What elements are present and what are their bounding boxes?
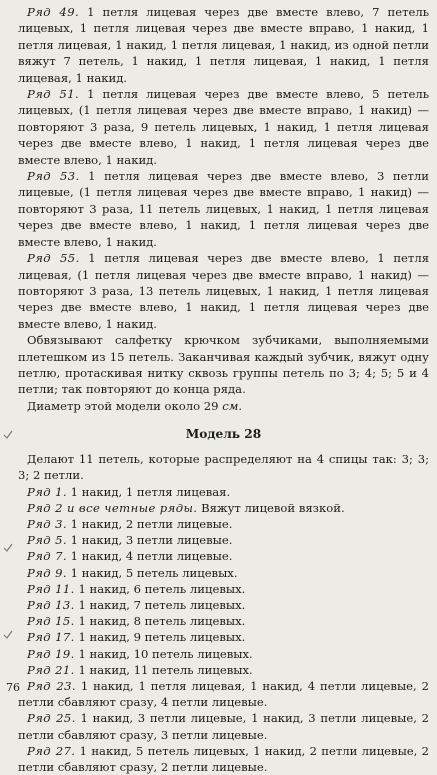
- row-text: 1 накид, 7 петель лицевых.: [78, 597, 246, 612]
- list-item: [18, 662, 429, 678]
- diameter-line: [18, 398, 429, 414]
- row-text: 1 накид, 9 петель лицевых.: [78, 630, 246, 645]
- row-label: Ряд 13.: [27, 597, 75, 612]
- row-label: Ряд 15.: [27, 614, 75, 629]
- row-label: Ряд 19.: [27, 646, 75, 661]
- row-text: 1 накид, 5 петель лицевых, 1 накид, 2 петли лицевые, 2 петли сбавляют сразу, 2 петли лицевые.: [18, 743, 430, 775]
- model-rows-list: [18, 484, 429, 775]
- list-item: [18, 646, 429, 662]
- list-item: [18, 532, 429, 548]
- row-49-paragraph: [18, 4, 429, 86]
- model-heading: Модель 28: [185, 427, 262, 442]
- list-item: [18, 484, 429, 500]
- row-label: Ряд 3.: [27, 516, 67, 531]
- list-item: [18, 710, 429, 742]
- row-55-paragraph: [18, 250, 429, 332]
- row-text: 1 накид, 3 петли лицевые.: [70, 533, 233, 548]
- top-section: [18, 4, 429, 414]
- pencil-tick-icon: [3, 430, 13, 440]
- list-item: [18, 565, 429, 581]
- list-item: [18, 500, 429, 516]
- row-label: Ряд 11.: [27, 581, 75, 596]
- row-label: Ряд 51.: [27, 87, 80, 102]
- diameter-unit: см.: [222, 398, 243, 413]
- list-item: [18, 597, 429, 613]
- row-label: Ряд 17.: [27, 630, 75, 645]
- row-text: 1 петля лицевая через две вместе влево, 5 петель лицевых, (1 петля лицевая через две вместе вправо, 1 накид) — повторяют 3 раза, 9 петель лицевых, 1 накид, 1 петля лицевая через две вместе влево, 1 накид, 1 петля лицевая через две вместе влево, 1 накид.: [18, 87, 430, 167]
- model-intro: Делают 11 петель, которые распределяют на 4 спицы так: 3; 3; 3; 2 петли.: [18, 452, 429, 483]
- row-label: Ряд 27.: [27, 743, 76, 758]
- row-text: 1 накид, 4 петли лицевые.: [70, 549, 233, 564]
- row-label: Ряд 23.: [27, 679, 76, 693]
- row-text: 1 петля лицевая через две вместе влево, 1 петля лицевая, (1 петля лицевая через две вместе вправо, 1 накид) — повторяют 3 раза, 13 петель лицевых, 1 накид, 1 петля лицевая через две вместе влево, 1 накид, 1 петля лицевая через две вместе влево, 1 накид.: [18, 251, 430, 331]
- list-item: [18, 581, 429, 597]
- row-text: 1 накид, 1 петля лицевая, 1 накид, 4 петли лицевые, 2 петли сбавляют сразу, 4 петли лицевые.: [18, 679, 429, 710]
- pencil-tick-icon: [3, 630, 13, 640]
- list-item: [18, 678, 429, 710]
- row-label: Ряд 49.: [27, 5, 80, 19]
- row-label: Ряд 55.: [27, 251, 80, 266]
- page-number: 76: [6, 681, 20, 694]
- pencil-tick-icon: [3, 543, 13, 553]
- diameter-text: Диаметр этой модели около 29: [27, 398, 219, 413]
- row-label: Ряд 53.: [27, 169, 80, 184]
- row-label: Ряд 1.: [27, 484, 67, 499]
- row-label: Ряд 9.: [27, 565, 67, 580]
- row-text: 1 петля лицевая через две вместе влево, 7 петель лицевых, 1 петля лицевая через две вместе вправо, 1 накид, 1 петля лицевая, 1 накид, 1 петля лицевая, 1 накид, из одной петли вяжут 7 петель, 1 накид, 1 петля лицевая, 1 накид, 1 петля лицевая, 1 накид.: [18, 5, 430, 85]
- row-label: Ряд 7.: [27, 549, 67, 564]
- list-item: [18, 548, 429, 564]
- row-text: 1 накид, 5 петель лицевых.: [70, 565, 238, 580]
- row-label: Ряд 21.: [27, 662, 75, 677]
- list-item: [18, 743, 429, 775]
- row-text: 1 накид, 3 петли лицевые, 1 накид, 3 петли лицевые, 2 петли сбавляют сразу, 3 петли лицевые.: [18, 711, 430, 742]
- row-label: Ряд 5.: [27, 533, 67, 548]
- row-text: 1 петля лицевая через две вместе влево, 3 петли лицевые, (1 петля лицевая через две вместе вправо, 1 накид) — повторяют 3 раза, 11 петель лицевых, 1 накид, 1 петля лицевая через две вместе влево, 1 накид, 1 петля лицевая через две вместе влево, 1 накид.: [18, 169, 429, 249]
- row-51-paragraph: [18, 86, 429, 168]
- row-text: 1 накид, 8 петель лицевых.: [78, 614, 246, 629]
- finishing-paragraph: Обвязывают салфетку крючком зубчиками, выполняемыми плетешком из 15 петель. Заканчивая каждый зубчик, вяжут одну петлю, протаскивая нитку сквозь группы петель по 3; 4; 5; 5 и 4 петли; так повторяют до конца ряда.: [18, 333, 429, 397]
- list-item: [18, 516, 429, 532]
- row-text: 1 накид, 6 петель лицевых.: [78, 581, 246, 596]
- list-item: [18, 613, 429, 629]
- row-text: 1 накид, 2 петли лицевые.: [70, 516, 233, 531]
- row-text: Вяжут лицевой вязкой.: [201, 500, 345, 515]
- list-item: [18, 629, 429, 645]
- row-text: 1 накид, 10 петель лицевых.: [78, 646, 253, 661]
- row-label: Ряд 25.: [27, 711, 76, 726]
- row-text: 1 накид, 11 петель лицевых.: [78, 662, 253, 677]
- row-label: Ряд 2 и все четные ряды.: [27, 500, 198, 515]
- row-53-paragraph: [18, 168, 429, 250]
- row-text: 1 накид, 1 петля лицевая.: [70, 484, 231, 499]
